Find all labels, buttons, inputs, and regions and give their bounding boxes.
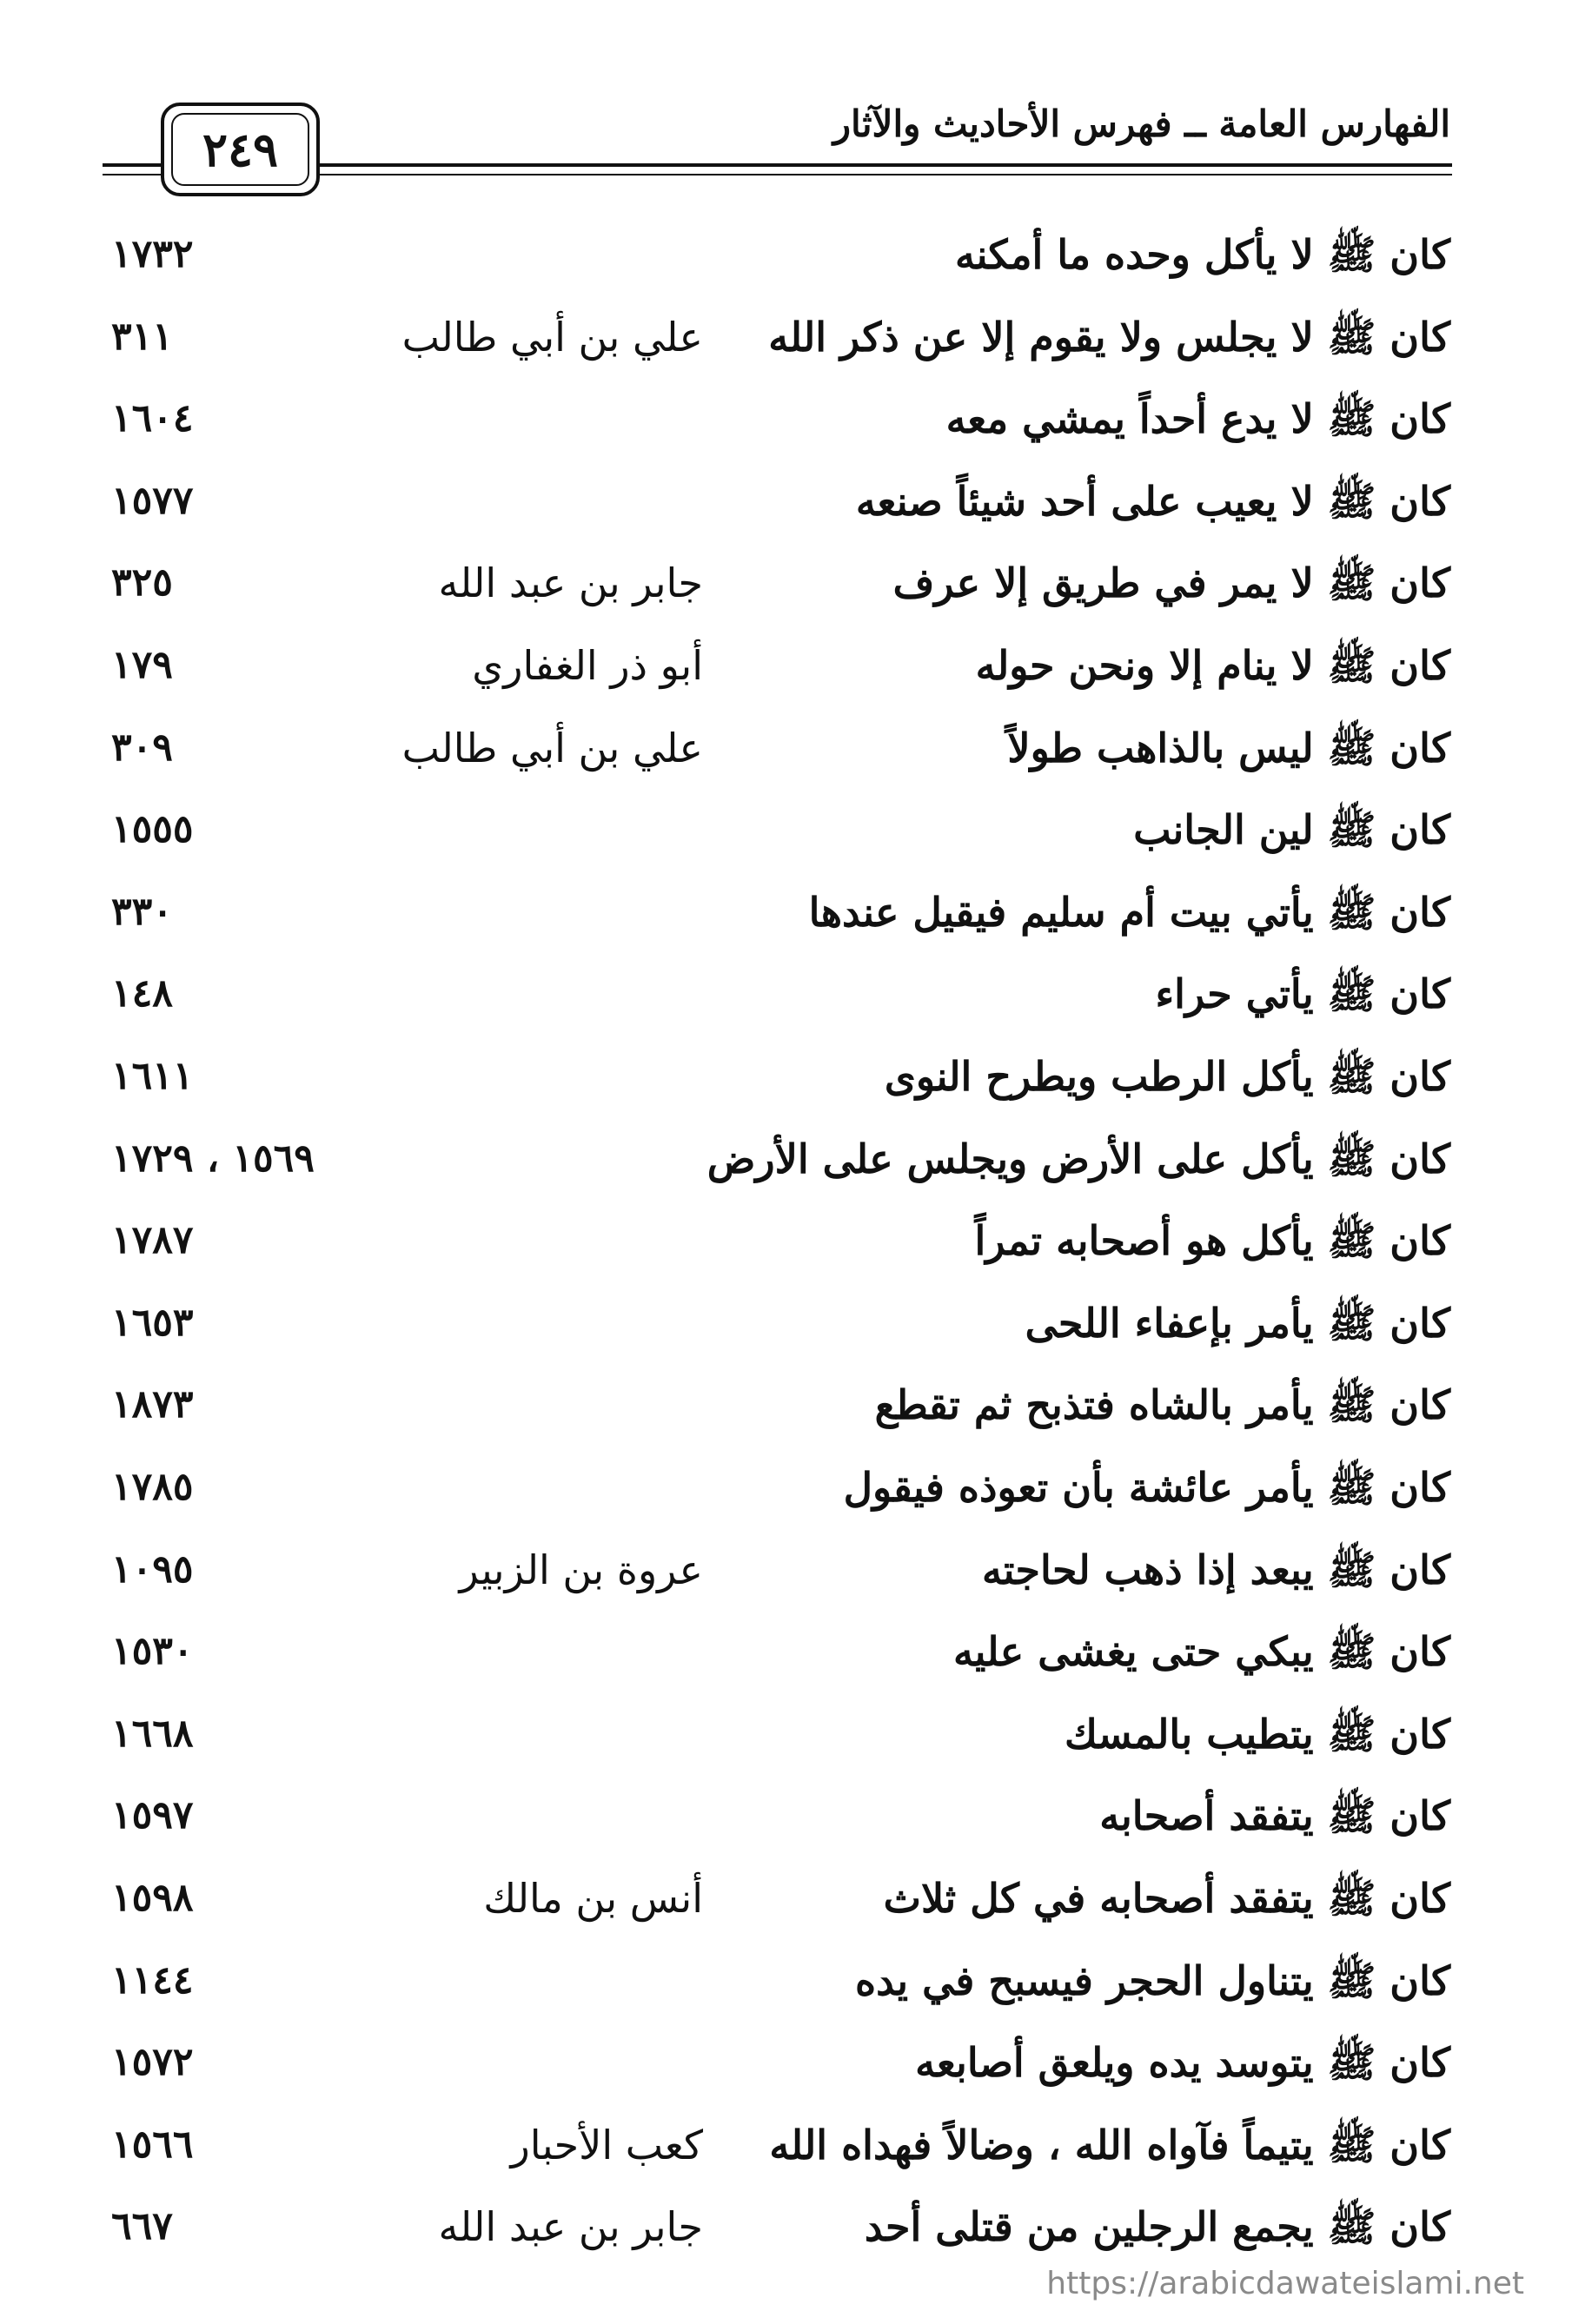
hadith-text: كان ﷺ يتوسد يده ويلعق أصابعه (915, 2039, 1450, 2086)
narrator-name: جابر بن عبد الله (438, 2203, 703, 2250)
hadith-number: ١٧٣٢ (111, 232, 194, 276)
hadith-number: ١٥٣٠ (111, 1629, 194, 1673)
index-row (0, 462, 1572, 540)
hadith-text: كان ﷺ يبعد إذا ذهب لحاجته (981, 1546, 1450, 1593)
narrator-name: عروة بن الزبير (459, 1546, 703, 1593)
index-row (0, 955, 1572, 1033)
hadith-text: كان ﷺ يتفقد أصحابه في كل ثلاث (883, 1875, 1450, 1922)
hadith-number: ١٤٨ (111, 971, 173, 1016)
index-row (0, 1284, 1572, 1362)
hadith-number: ١٥٩٨ (111, 1876, 194, 1920)
index-row (0, 215, 1572, 294)
watermark-url: https://arabicdawateislami.net (1046, 2266, 1524, 2301)
hadith-text: كان ﷺ ليس بالذاهب طولاً (1007, 725, 1450, 771)
hadith-number: ١٥٩٧ (111, 1793, 194, 1837)
hadith-number: ١١٤٤ (111, 1958, 194, 2003)
hadith-text: كان ﷺ يأمر بإعفاء اللحى (1025, 1300, 1450, 1347)
running-title: الفهارس العامة ــ فهرس الأحاديث والآثار (832, 103, 1450, 145)
hadith-number: ٣٣٠ (111, 890, 173, 934)
index-row (0, 544, 1572, 622)
index-row (0, 791, 1572, 869)
hadith-text: كان ﷺ لا يعيب على أحد شيئاً صنعه (855, 478, 1450, 525)
hadith-number: ١٦٥٣ (111, 1301, 194, 1345)
hadith-text: كان ﷺ يتطيب بالمسك (1064, 1711, 1450, 1758)
hadith-text: كان ﷺ يتيماً فآواه الله ، وضالاً فهداه الله (769, 2122, 1450, 2168)
hadith-number: ٣٢٥ (111, 560, 173, 605)
hadith-text: كان ﷺ لا يدع أحداً يمشي معه (945, 395, 1450, 442)
index-row (0, 1695, 1572, 1773)
hadith-text: كان ﷺ يجمع الرجلين من قتلى أحد (864, 2203, 1450, 2250)
hadith-text: كان ﷺ لا يجلس ولا يقوم إلا عن ذكر الله (768, 314, 1450, 361)
index-row (0, 2023, 1572, 2102)
index-row (0, 1037, 1572, 1116)
hadith-text: كان ﷺ يبكي حتى يغشى عليه (952, 1628, 1450, 1675)
index-row (0, 380, 1572, 458)
hadith-number: ١٦٦٨ (111, 1712, 194, 1756)
narrator-name: علي بن أبي طالب (401, 725, 703, 771)
narrator-name: علي بن أبي طالب (401, 314, 703, 361)
index-row (0, 2106, 1572, 2184)
hadith-number: ١٦٠٤ (111, 396, 194, 440)
index-row (0, 1448, 1572, 1526)
hadith-text: كان ﷺ يأكل على الأرض ويجلس على الأرض (706, 1136, 1450, 1182)
index-row (0, 1859, 1572, 1937)
hadith-number: ١٨٧٣ (111, 1382, 194, 1427)
hadith-text: كان ﷺ يتفقد أصحابه (1099, 1792, 1450, 1839)
hadith-number: ١٥٦٩ ، ١٧٢٩ (111, 1136, 315, 1181)
hadith-number: ١٧٨٧ (111, 1218, 194, 1262)
index-row (0, 873, 1572, 951)
index-row (0, 626, 1572, 705)
hadith-text: كان ﷺ لا يمر في طريق إلا عرف (892, 559, 1450, 606)
hadith-text: كان ﷺ لين الجانب (1133, 806, 1450, 853)
hadith-text: كان ﷺ يأتي حراء (1155, 970, 1450, 1017)
narrator-name: جابر بن عبد الله (438, 559, 703, 606)
hadith-number: ١٠٩٥ (111, 1547, 194, 1592)
index-row (0, 298, 1572, 376)
hadith-text: كان ﷺ يتناول الحجر فيسبح في يده (855, 1957, 1450, 2004)
index-row (0, 1612, 1572, 1691)
index-row (0, 1202, 1572, 1280)
narrator-name: كعب الأحبار (510, 2122, 703, 2168)
hadith-text: كان ﷺ يأتي بيت أم سليم فيقيل عندها (808, 889, 1450, 936)
index-row (0, 709, 1572, 787)
hadith-text: كان ﷺ يأكل الرطب ويطرح النوى (884, 1053, 1450, 1100)
hadith-number: ١٥٧٢ (111, 2040, 194, 2084)
hadith-number: ٣٠٩ (111, 725, 173, 770)
index-row (0, 1777, 1572, 1855)
hadith-number: ٣١١ (111, 315, 173, 359)
index-row (0, 2188, 1572, 2266)
index-row (0, 1120, 1572, 1198)
hadith-text: كان ﷺ لا ينام إلا ونحن حوله (975, 642, 1450, 689)
hadith-text: كان ﷺ لا يأكل وحده ما أمكنه (954, 231, 1450, 278)
hadith-number: ١٥٦٦ (111, 2122, 194, 2167)
index-row (0, 1531, 1572, 1609)
hadith-text: كان ﷺ يأكل هو أصحابه تمراً (974, 1217, 1450, 1264)
hadith-number: ١٦١١ (111, 1054, 194, 1098)
hadith-number: ١٥٧٧ (111, 479, 194, 523)
hadith-number: ١٧٩ (111, 643, 173, 687)
narrator-name: أبو ذر الغفاري (472, 642, 703, 689)
narrator-name: أنس بن مالك (483, 1875, 703, 1922)
hadith-text: كان ﷺ يأمر بالشاه فتذبح ثم تقطع (874, 1381, 1450, 1428)
index-row (0, 1942, 1572, 2020)
index-row (0, 1366, 1572, 1444)
hadith-number: ٦٦٧ (111, 2204, 173, 2248)
hadith-number: ١٥٥٥ (111, 807, 194, 851)
hadith-number: ١٧٨٥ (111, 1465, 194, 1509)
page-number: ٢٤٩ (202, 122, 278, 177)
hadith-text: كان ﷺ يأمر عائشة بأن تعوذه فيقول (843, 1464, 1450, 1511)
